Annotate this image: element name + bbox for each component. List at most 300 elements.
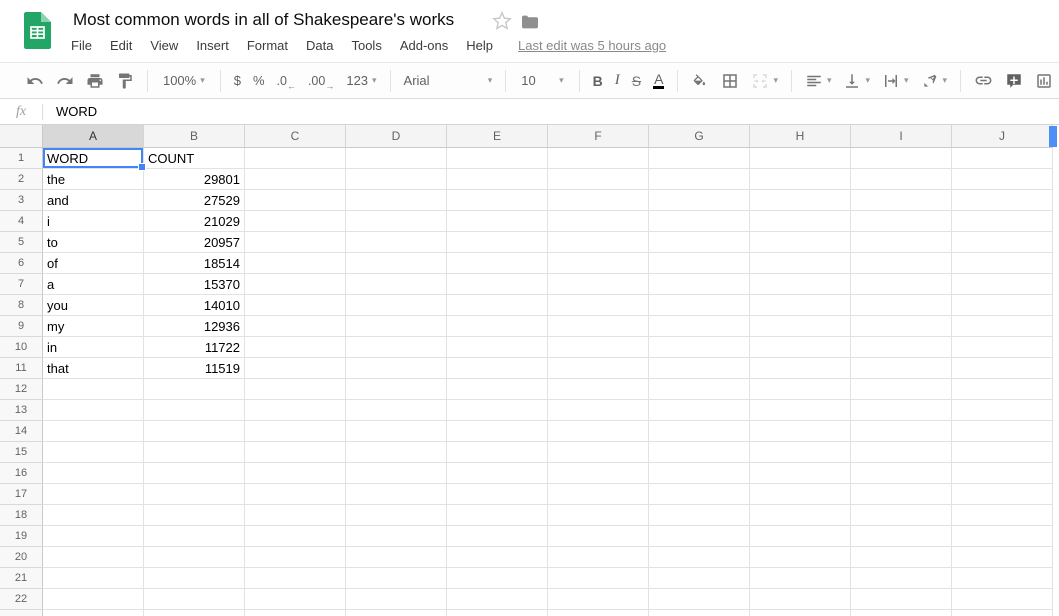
- cell-B19[interactable]: [144, 526, 245, 547]
- cell-H10[interactable]: [750, 337, 851, 358]
- column-header-J[interactable]: J: [952, 125, 1053, 148]
- row-header-16[interactable]: 16: [0, 463, 43, 484]
- cell-D23[interactable]: [346, 610, 447, 616]
- formula-input[interactable]: WORD: [56, 104, 98, 119]
- cell-H16[interactable]: [750, 463, 851, 484]
- cell-I2[interactable]: [851, 169, 952, 190]
- cell-D7[interactable]: [346, 274, 447, 295]
- cell-D3[interactable]: [346, 190, 447, 211]
- cell-C1[interactable]: [245, 148, 346, 169]
- cell-G17[interactable]: [649, 484, 750, 505]
- cell-D20[interactable]: [346, 547, 447, 568]
- cell-J3[interactable]: [952, 190, 1053, 211]
- cell-I9[interactable]: [851, 316, 952, 337]
- cell-F7[interactable]: [548, 274, 649, 295]
- cell-A18[interactable]: [43, 505, 144, 526]
- text-wrap-icon[interactable]: [882, 69, 909, 93]
- scrollbar-thumb[interactable]: [1049, 126, 1057, 147]
- cell-H2[interactable]: [750, 169, 851, 190]
- cell-F5[interactable]: [548, 232, 649, 253]
- star-icon[interactable]: [492, 11, 512, 36]
- cell-A20[interactable]: [43, 547, 144, 568]
- cell-C14[interactable]: [245, 421, 346, 442]
- cell-J12[interactable]: [952, 379, 1053, 400]
- cell-A16[interactable]: [43, 463, 144, 484]
- cell-B12[interactable]: [144, 379, 245, 400]
- cell-I5[interactable]: [851, 232, 952, 253]
- cell-A23[interactable]: [43, 610, 144, 616]
- cell-E23[interactable]: [447, 610, 548, 616]
- cell-E13[interactable]: [447, 400, 548, 421]
- cell-H15[interactable]: [750, 442, 851, 463]
- cell-H11[interactable]: [750, 358, 851, 379]
- cell-C22[interactable]: [245, 589, 346, 610]
- cell-H23[interactable]: [750, 610, 851, 616]
- cell-J2[interactable]: [952, 169, 1053, 190]
- cell-I21[interactable]: [851, 568, 952, 589]
- cell-G13[interactable]: [649, 400, 750, 421]
- cell-J19[interactable]: [952, 526, 1053, 547]
- cell-A19[interactable]: [43, 526, 144, 547]
- cell-I11[interactable]: [851, 358, 952, 379]
- cell-G5[interactable]: [649, 232, 750, 253]
- menu-view[interactable]: View: [150, 38, 179, 53]
- fill-color-icon[interactable]: [691, 69, 709, 93]
- cell-J7[interactable]: [952, 274, 1053, 295]
- cell-E15[interactable]: [447, 442, 548, 463]
- cell-I4[interactable]: [851, 211, 952, 232]
- cell-J6[interactable]: [952, 253, 1053, 274]
- cell-G19[interactable]: [649, 526, 750, 547]
- zoom-select[interactable]: 100% ▾: [162, 73, 205, 88]
- row-header-5[interactable]: 5: [0, 232, 43, 253]
- cell-I22[interactable]: [851, 589, 952, 610]
- text-rotation-icon[interactable]: [921, 69, 948, 93]
- column-header-H[interactable]: H: [750, 125, 851, 148]
- cell-F1[interactable]: [548, 148, 649, 169]
- cell-G6[interactable]: [649, 253, 750, 274]
- row-header-12[interactable]: 12: [0, 379, 43, 400]
- cell-F20[interactable]: [548, 547, 649, 568]
- borders-icon[interactable]: [721, 69, 739, 93]
- cell-E14[interactable]: [447, 421, 548, 442]
- cell-D15[interactable]: [346, 442, 447, 463]
- cell-E11[interactable]: [447, 358, 548, 379]
- cell-B21[interactable]: [144, 568, 245, 589]
- cell-H7[interactable]: [750, 274, 851, 295]
- cell-F14[interactable]: [548, 421, 649, 442]
- cell-A12[interactable]: [43, 379, 144, 400]
- cell-I23[interactable]: [851, 610, 952, 616]
- column-header-F[interactable]: F: [548, 125, 649, 148]
- cell-J17[interactable]: [952, 484, 1053, 505]
- folder-icon[interactable]: [520, 14, 540, 35]
- cell-B16[interactable]: [144, 463, 245, 484]
- cell-F8[interactable]: [548, 295, 649, 316]
- cell-I12[interactable]: [851, 379, 952, 400]
- cell-D9[interactable]: [346, 316, 447, 337]
- cell-C9[interactable]: [245, 316, 346, 337]
- cell-F6[interactable]: [548, 253, 649, 274]
- cell-E1[interactable]: [447, 148, 548, 169]
- cell-C15[interactable]: [245, 442, 346, 463]
- cell-C13[interactable]: [245, 400, 346, 421]
- row-header-21[interactable]: 21: [0, 568, 43, 589]
- bold-button[interactable]: B: [592, 72, 603, 89]
- cell-B4[interactable]: 21029: [144, 211, 245, 232]
- cell-A22[interactable]: [43, 589, 144, 610]
- cell-D21[interactable]: [346, 568, 447, 589]
- cell-C10[interactable]: [245, 337, 346, 358]
- menu-file[interactable]: File: [71, 38, 92, 53]
- cell-H17[interactable]: [750, 484, 851, 505]
- cell-C23[interactable]: [245, 610, 346, 616]
- column-header-D[interactable]: D: [346, 125, 447, 148]
- cell-G23[interactable]: [649, 610, 750, 616]
- cell-B6[interactable]: 18514: [144, 253, 245, 274]
- cell-H21[interactable]: [750, 568, 851, 589]
- cell-A7[interactable]: a: [43, 274, 144, 295]
- cell-D18[interactable]: [346, 505, 447, 526]
- cell-H3[interactable]: [750, 190, 851, 211]
- cell-B3[interactable]: 27529: [144, 190, 245, 211]
- cell-I8[interactable]: [851, 295, 952, 316]
- cell-G3[interactable]: [649, 190, 750, 211]
- cell-C19[interactable]: [245, 526, 346, 547]
- cell-I10[interactable]: [851, 337, 952, 358]
- cell-G4[interactable]: [649, 211, 750, 232]
- cell-A15[interactable]: [43, 442, 144, 463]
- cell-J20[interactable]: [952, 547, 1053, 568]
- row-header-1[interactable]: 1: [0, 148, 43, 169]
- cell-D10[interactable]: [346, 337, 447, 358]
- cell-D13[interactable]: [346, 400, 447, 421]
- cell-I14[interactable]: [851, 421, 952, 442]
- cell-A11[interactable]: that: [43, 358, 144, 379]
- cell-A14[interactable]: [43, 421, 144, 442]
- cell-A2[interactable]: the: [43, 169, 144, 190]
- cell-I13[interactable]: [851, 400, 952, 421]
- cell-I15[interactable]: [851, 442, 952, 463]
- menu-tools[interactable]: Tools: [351, 38, 382, 53]
- cell-H6[interactable]: [750, 253, 851, 274]
- cell-H19[interactable]: [750, 526, 851, 547]
- cell-A13[interactable]: [43, 400, 144, 421]
- text-color-button[interactable]: A: [654, 71, 664, 87]
- strikethrough-button[interactable]: S: [631, 72, 642, 89]
- cell-D4[interactable]: [346, 211, 447, 232]
- cell-A8[interactable]: you: [43, 295, 144, 316]
- more-formats-button[interactable]: 123 ▾: [346, 73, 377, 88]
- cell-F9[interactable]: [548, 316, 649, 337]
- cell-J21[interactable]: [952, 568, 1053, 589]
- cell-A6[interactable]: of: [43, 253, 144, 274]
- cell-J14[interactable]: [952, 421, 1053, 442]
- cell-F22[interactable]: [548, 589, 649, 610]
- cell-A10[interactable]: in: [43, 337, 144, 358]
- cell-E8[interactable]: [447, 295, 548, 316]
- cell-D6[interactable]: [346, 253, 447, 274]
- row-header-22[interactable]: 22: [0, 589, 43, 610]
- row-header-13[interactable]: 13: [0, 400, 43, 421]
- cell-E3[interactable]: [447, 190, 548, 211]
- cell-E6[interactable]: [447, 253, 548, 274]
- print-icon[interactable]: [86, 69, 104, 93]
- menu-edit[interactable]: Edit: [109, 38, 133, 53]
- row-header-23[interactable]: [0, 610, 43, 616]
- cell-J11[interactable]: [952, 358, 1053, 379]
- cell-D22[interactable]: [346, 589, 447, 610]
- cell-G16[interactable]: [649, 463, 750, 484]
- select-all-corner[interactable]: [0, 125, 43, 148]
- cell-D5[interactable]: [346, 232, 447, 253]
- cell-I20[interactable]: [851, 547, 952, 568]
- redo-icon[interactable]: [56, 69, 74, 93]
- cell-J13[interactable]: [952, 400, 1053, 421]
- cell-C18[interactable]: [245, 505, 346, 526]
- cell-C11[interactable]: [245, 358, 346, 379]
- column-header-A[interactable]: A: [43, 125, 144, 148]
- cell-F21[interactable]: [548, 568, 649, 589]
- row-header-6[interactable]: 6: [0, 253, 43, 274]
- menu-add-ons[interactable]: Add-ons: [399, 38, 449, 53]
- row-header-14[interactable]: 14: [0, 421, 43, 442]
- insert-chart-icon[interactable]: [1035, 69, 1053, 93]
- horizontal-align-icon[interactable]: [805, 69, 832, 93]
- cell-G2[interactable]: [649, 169, 750, 190]
- cell-B5[interactable]: 20957: [144, 232, 245, 253]
- menu-data[interactable]: Data: [306, 38, 334, 53]
- cell-F10[interactable]: [548, 337, 649, 358]
- cell-E16[interactable]: [447, 463, 548, 484]
- vertical-align-icon[interactable]: [843, 69, 870, 93]
- cell-F17[interactable]: [548, 484, 649, 505]
- row-header-18[interactable]: 18: [0, 505, 43, 526]
- insert-link-icon[interactable]: [974, 69, 993, 93]
- cell-C4[interactable]: [245, 211, 346, 232]
- row-header-10[interactable]: 10: [0, 337, 43, 358]
- cell-C5[interactable]: [245, 232, 346, 253]
- cell-B7[interactable]: 15370: [144, 274, 245, 295]
- cell-I18[interactable]: [851, 505, 952, 526]
- undo-icon[interactable]: [26, 69, 44, 93]
- italic-button[interactable]: I: [614, 72, 620, 88]
- menu-format[interactable]: Format: [246, 38, 288, 53]
- row-header-4[interactable]: 4: [0, 211, 43, 232]
- cell-H20[interactable]: [750, 547, 851, 568]
- cell-I17[interactable]: [851, 484, 952, 505]
- cell-J15[interactable]: [952, 442, 1053, 463]
- row-header-2[interactable]: 2: [0, 169, 43, 190]
- column-header-I[interactable]: I: [851, 125, 952, 148]
- font-family-select[interactable]: Arial ▾: [403, 73, 493, 88]
- cell-F23[interactable]: [548, 610, 649, 616]
- cell-G8[interactable]: [649, 295, 750, 316]
- cell-J1[interactable]: [952, 148, 1053, 169]
- row-header-11[interactable]: 11: [0, 358, 43, 379]
- cell-C16[interactable]: [245, 463, 346, 484]
- cell-D11[interactable]: [346, 358, 447, 379]
- cell-H4[interactable]: [750, 211, 851, 232]
- cell-E18[interactable]: [447, 505, 548, 526]
- column-header-B[interactable]: B: [144, 125, 245, 148]
- cell-F11[interactable]: [548, 358, 649, 379]
- cell-D14[interactable]: [346, 421, 447, 442]
- cell-F3[interactable]: [548, 190, 649, 211]
- cell-J9[interactable]: [952, 316, 1053, 337]
- column-header-G[interactable]: G: [649, 125, 750, 148]
- menu-insert[interactable]: Insert: [196, 38, 229, 53]
- cell-G11[interactable]: [649, 358, 750, 379]
- cell-J5[interactable]: [952, 232, 1053, 253]
- cell-B2[interactable]: 29801: [144, 169, 245, 190]
- cell-G21[interactable]: [649, 568, 750, 589]
- cell-E5[interactable]: [447, 232, 548, 253]
- cell-A3[interactable]: and: [43, 190, 144, 211]
- column-header-C[interactable]: C: [245, 125, 346, 148]
- cell-B8[interactable]: 14010: [144, 295, 245, 316]
- row-header-3[interactable]: 3: [0, 190, 43, 211]
- row-header-20[interactable]: 20: [0, 547, 43, 568]
- cell-A4[interactable]: i: [43, 211, 144, 232]
- cell-C21[interactable]: [245, 568, 346, 589]
- cell-J22[interactable]: [952, 589, 1053, 610]
- cell-G7[interactable]: [649, 274, 750, 295]
- cell-E10[interactable]: [447, 337, 548, 358]
- cell-H14[interactable]: [750, 421, 851, 442]
- cell-I3[interactable]: [851, 190, 952, 211]
- cell-C12[interactable]: [245, 379, 346, 400]
- cell-G10[interactable]: [649, 337, 750, 358]
- cell-F16[interactable]: [548, 463, 649, 484]
- cell-B14[interactable]: [144, 421, 245, 442]
- sheets-logo-icon[interactable]: [24, 12, 51, 54]
- cell-G9[interactable]: [649, 316, 750, 337]
- cell-H13[interactable]: [750, 400, 851, 421]
- cell-D2[interactable]: [346, 169, 447, 190]
- cell-A1[interactable]: WORD: [43, 148, 144, 169]
- cell-E12[interactable]: [447, 379, 548, 400]
- cell-G18[interactable]: [649, 505, 750, 526]
- cell-E21[interactable]: [447, 568, 548, 589]
- cell-H1[interactable]: [750, 148, 851, 169]
- cell-C3[interactable]: [245, 190, 346, 211]
- cell-I19[interactable]: [851, 526, 952, 547]
- cell-B17[interactable]: [144, 484, 245, 505]
- menu-help[interactable]: Help: [466, 38, 493, 53]
- format-percent-button[interactable]: %: [252, 73, 265, 88]
- cell-F19[interactable]: [548, 526, 649, 547]
- row-header-19[interactable]: 19: [0, 526, 43, 547]
- cell-H5[interactable]: [750, 232, 851, 253]
- cell-J8[interactable]: [952, 295, 1053, 316]
- cell-B9[interactable]: 12936: [144, 316, 245, 337]
- cell-I6[interactable]: [851, 253, 952, 274]
- cell-D19[interactable]: [346, 526, 447, 547]
- cell-C8[interactable]: [245, 295, 346, 316]
- cell-C17[interactable]: [245, 484, 346, 505]
- cell-C20[interactable]: [245, 547, 346, 568]
- row-header-17[interactable]: 17: [0, 484, 43, 505]
- cell-J16[interactable]: [952, 463, 1053, 484]
- cell-C7[interactable]: [245, 274, 346, 295]
- last-edit-link[interactable]: Last edit was 5 hours ago: [518, 38, 667, 53]
- column-header-E[interactable]: E: [447, 125, 548, 148]
- cell-I16[interactable]: [851, 463, 952, 484]
- cell-F12[interactable]: [548, 379, 649, 400]
- cell-C2[interactable]: [245, 169, 346, 190]
- cell-E20[interactable]: [447, 547, 548, 568]
- cell-D16[interactable]: [346, 463, 447, 484]
- row-header-9[interactable]: 9: [0, 316, 43, 337]
- paint-format-icon[interactable]: [116, 69, 134, 93]
- cell-D12[interactable]: [346, 379, 447, 400]
- cell-J10[interactable]: [952, 337, 1053, 358]
- cell-F2[interactable]: [548, 169, 649, 190]
- cell-A21[interactable]: [43, 568, 144, 589]
- cell-F13[interactable]: [548, 400, 649, 421]
- cell-E19[interactable]: [447, 526, 548, 547]
- cell-D17[interactable]: [346, 484, 447, 505]
- cell-I1[interactable]: [851, 148, 952, 169]
- cell-B20[interactable]: [144, 547, 245, 568]
- cell-H18[interactable]: [750, 505, 851, 526]
- cell-E4[interactable]: [447, 211, 548, 232]
- cell-A5[interactable]: to: [43, 232, 144, 253]
- cell-H8[interactable]: [750, 295, 851, 316]
- cell-G1[interactable]: [649, 148, 750, 169]
- cell-E17[interactable]: [447, 484, 548, 505]
- cell-B11[interactable]: 11519: [144, 358, 245, 379]
- cell-F15[interactable]: [548, 442, 649, 463]
- cell-J18[interactable]: [952, 505, 1053, 526]
- cell-E9[interactable]: [447, 316, 548, 337]
- cell-A9[interactable]: my: [43, 316, 144, 337]
- cell-B15[interactable]: [144, 442, 245, 463]
- cell-B13[interactable]: [144, 400, 245, 421]
- cell-G15[interactable]: [649, 442, 750, 463]
- cell-B10[interactable]: 11722: [144, 337, 245, 358]
- document-title[interactable]: Most common words in all of Shakespeare's works: [73, 10, 455, 29]
- row-header-15[interactable]: 15: [0, 442, 43, 463]
- insert-comment-icon[interactable]: [1005, 69, 1023, 93]
- cell-H9[interactable]: [750, 316, 851, 337]
- cell-J23[interactable]: [952, 610, 1053, 616]
- cell-B1[interactable]: COUNT: [144, 148, 245, 169]
- cell-E7[interactable]: [447, 274, 548, 295]
- cell-D1[interactable]: [346, 148, 447, 169]
- format-currency-button[interactable]: $: [233, 73, 241, 88]
- cell-G22[interactable]: [649, 589, 750, 610]
- cell-G20[interactable]: [649, 547, 750, 568]
- cell-J4[interactable]: [952, 211, 1053, 232]
- cell-C6[interactable]: [245, 253, 346, 274]
- cell-F4[interactable]: [548, 211, 649, 232]
- cell-H12[interactable]: [750, 379, 851, 400]
- cell-G12[interactable]: [649, 379, 750, 400]
- cell-B22[interactable]: [144, 589, 245, 610]
- font-size-select[interactable]: 10 ▾: [521, 73, 564, 88]
- cell-H22[interactable]: [750, 589, 851, 610]
- increase-decimal-button[interactable]: .00 →: [307, 73, 335, 91]
- decrease-decimal-button[interactable]: .0 ←: [276, 73, 296, 91]
- cell-D8[interactable]: [346, 295, 447, 316]
- cell-A17[interactable]: [43, 484, 144, 505]
- cell-B18[interactable]: [144, 505, 245, 526]
- cell-E2[interactable]: [447, 169, 548, 190]
- cell-I7[interactable]: [851, 274, 952, 295]
- row-header-8[interactable]: 8: [0, 295, 43, 316]
